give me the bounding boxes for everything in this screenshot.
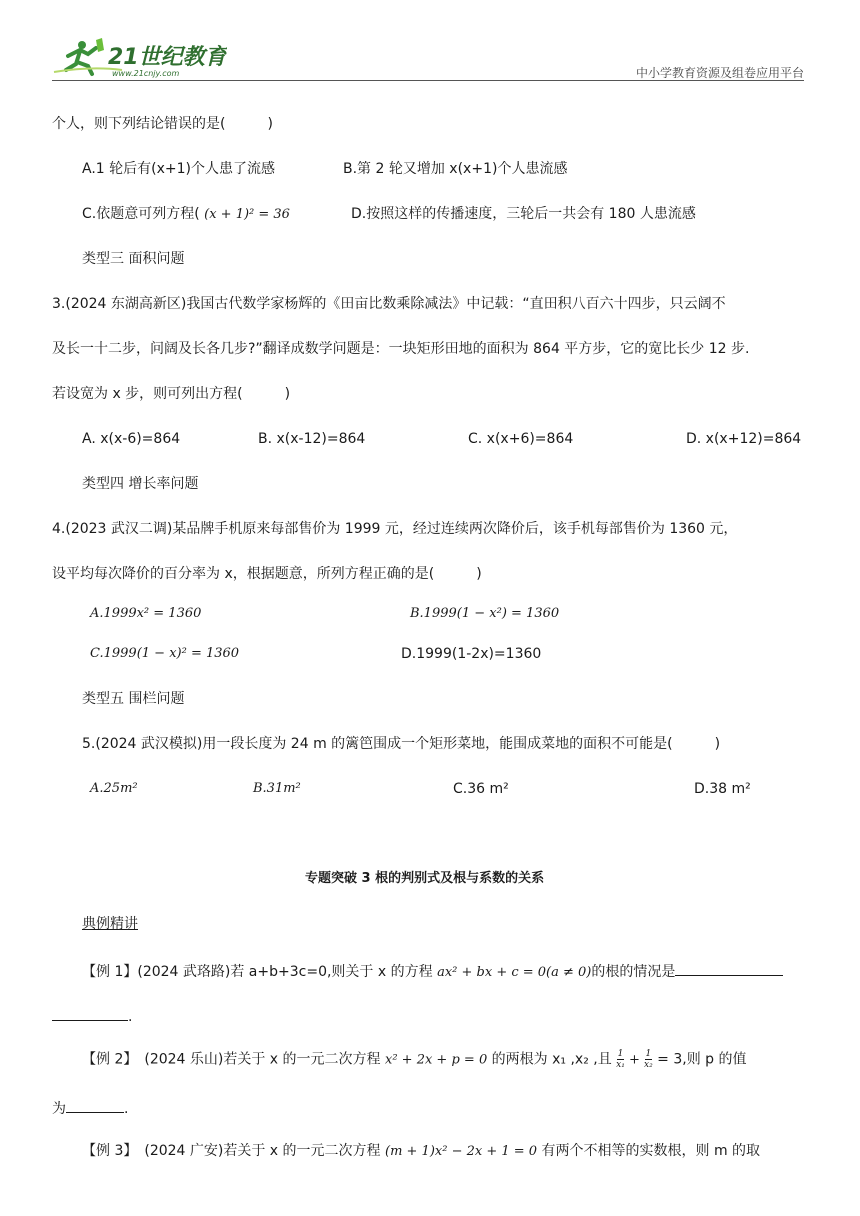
example3-line1: 【例 3】 (2024 广安)若关于 x 的一元二次方程 (m + 1)x² − 2x + 1 = 0 有两个不相等的实数根，则 m 的取 xyxy=(82,1143,761,1159)
q2-tail: 个人，则下列结论错误的是( ) xyxy=(52,116,273,132)
logo-icon xyxy=(52,36,227,78)
q2-option-c: C.依题意可列方程( (x + 1)² = 36 xyxy=(82,206,290,222)
q3-line1: 3.(2024 东湖高新区)我国古代数学家杨辉的《田亩比数乘除减法》中记载：“直田积八百六十四步，只云阔不 xyxy=(52,296,726,312)
q2-option-d: D.按照这样的传播速度，三轮后一共会有 180 人患流感 xyxy=(351,206,696,222)
type4-heading: 类型四 增长率问题 xyxy=(82,476,199,492)
header-divider xyxy=(52,80,804,81)
example2-blank xyxy=(66,1096,124,1113)
fraction-1-over-x2: $\frac{1}{\text{x₂}}$ xyxy=(644,1049,653,1070)
logo-text: 21世纪教育 xyxy=(108,45,227,70)
q3-option-c: C. x(x+6)=864 xyxy=(468,431,574,447)
example1-blank-1 xyxy=(675,959,783,976)
q4-line2: 设平均每次降价的百分率为 x，根据题意，所列方程正确的是( ) xyxy=(52,566,482,582)
page-header xyxy=(52,36,804,82)
q4-option-d: D.1999(1-2x)=1360 xyxy=(401,646,542,662)
q3-option-d: D. x(x+12)=864 xyxy=(686,431,802,447)
fraction-1-over-x1: $\frac{1}{\text{x₁}}$ xyxy=(616,1049,625,1070)
q3-option-b: B. x(x-12)=864 xyxy=(258,431,366,447)
q5-option-a: A.25m² xyxy=(90,781,138,796)
q5-option-b: B.31m² xyxy=(253,781,301,796)
q3-option-a: A. x(x-6)=864 xyxy=(82,431,181,447)
header-platform-text: 中小学教育资源及组卷应用平台 xyxy=(635,66,804,80)
q5-option-d: D.38 m² xyxy=(694,781,751,797)
q4-option-a: A.1999x² = 1360 xyxy=(90,606,202,621)
q2-option-a: A.1 轮后有(x+1)个人患了流感 xyxy=(82,161,275,177)
logo-url: www.21cnjy.com xyxy=(112,69,180,78)
section-subhead: 典例精讲 xyxy=(82,916,138,932)
q4-option-b: B.1999(1 − x²) = 1360 xyxy=(410,606,560,621)
q2-option-b: B.第 2 轮又增加 x(x+1)个人患流感 xyxy=(343,161,568,177)
q3-line2: 及长一十二步，问阔及长各几步?”翻译成数学问题是：一块矩形田地的面积为 864 平方步，它的宽比长少 12 步. xyxy=(52,341,750,357)
q4-option-c: C.1999(1 − x)² = 1360 xyxy=(90,646,240,661)
q5-line1: 5.(2024 武汉模拟)用一段长度为 24 m 的篱笆围成一个矩形菜地，能围成菜地的面积不可能是( ) xyxy=(82,736,721,752)
type5-heading: 类型五 围栏问题 xyxy=(82,691,185,707)
section-title: 专题突破 3 根的判别式及根与系数的关系 xyxy=(305,871,545,886)
example1-line1: 【例 1】(2024 武珞路)若 a+b+3c=0,则关于 x 的方程 ax² + bx + c = 0(a ≠ 0)的根的情况是 xyxy=(82,959,783,983)
example2-line2: 为 . xyxy=(52,1096,128,1119)
q3-line3: 若设宽为 x 步，则可列出方程( ) xyxy=(52,386,291,402)
type3-heading: 类型三 面积问题 xyxy=(82,251,185,267)
q4-line1: 4.(2023 武汉二调)某品牌手机原来每部售价为 1999 元，经过连续两次降价后，该手机每部售价为 1360 元， xyxy=(52,521,738,537)
example1-line2: . xyxy=(52,1004,132,1027)
example2-line1: 【例 2】 (2024 乐山)若关于 x 的一元二次方程 x² + 2x + p = 0 的两根为 x₁ ,x₂ ,且 $\frac{1}{\text{x₁}}$ + $\frac{1}{\text{x₂}}$ = 3,则 p 的值 xyxy=(82,1049,747,1070)
q5-option-c: C.36 m² xyxy=(453,781,509,797)
example1-blank-2 xyxy=(52,1004,128,1021)
